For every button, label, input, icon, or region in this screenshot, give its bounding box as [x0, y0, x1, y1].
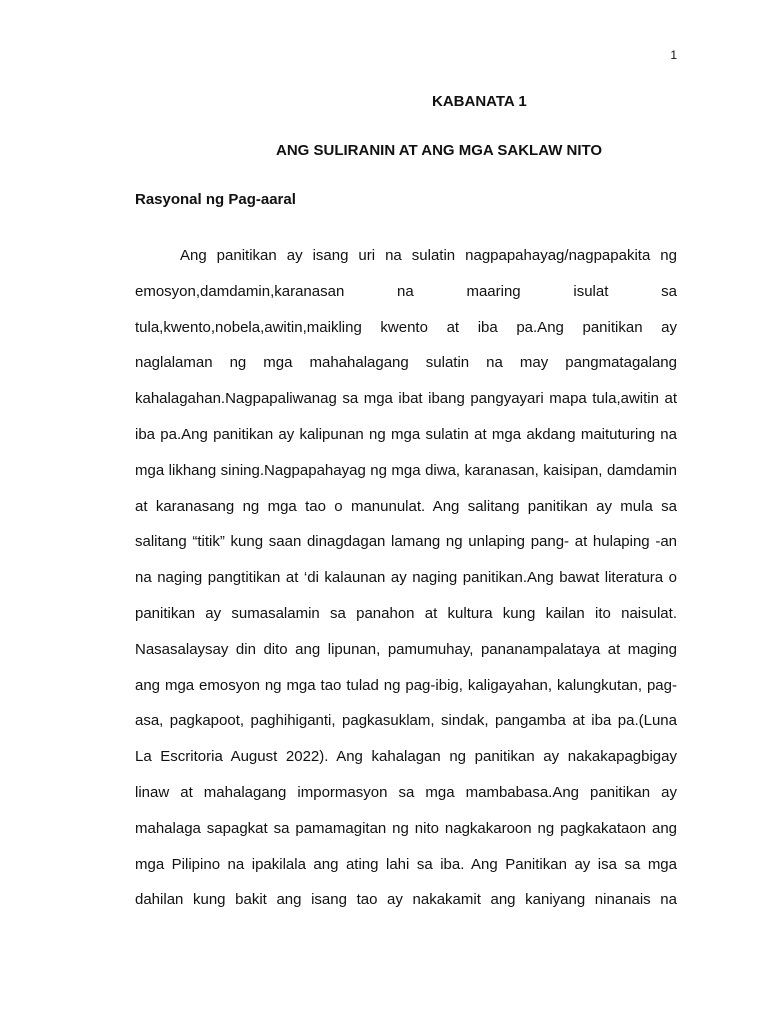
paragraph-line: mga Pilipino na ipakilala ang ating lahi sa iba. Ang Panitikan ay isa sa mga [135, 855, 677, 873]
paragraph-line: panitikan ay sumasalamin sa panahon at kultura kung kailan ito naisulat. [135, 604, 677, 622]
body-paragraph [135, 238, 677, 918]
page-number: 1 [670, 48, 677, 62]
paragraph-line: ang mga emosyon ng mga tao tulad ng pag-ibig, kaligayahan, kalungkutan, pag- [135, 676, 677, 694]
paragraph-line: mahalaga sapagkat sa pamamagitan ng nito nagkakaroon ng pagkakataon ang [135, 819, 677, 837]
paragraph-line: dahilan kung bakit ang isang tao ay nakakamit ang kaniyang ninanais na [135, 891, 677, 909]
paragraph-line: mga likhang sining.Nagpapahayag ng mga diwa, karanasan, kaisipan, damdamin [135, 461, 677, 479]
section-heading: Rasyonal ng Pag-aaral [135, 191, 296, 208]
chapter-heading: KABANATA 1 [432, 93, 527, 110]
paragraph-line: asa, pagkapoot, paghihiganti, pagkasuklam, sindak, pangamba at iba pa.(Luna [135, 712, 677, 730]
paragraph-line: at karanasang ng mga tao o manunulat. Ang salitang panitikan ay mula sa [135, 497, 677, 515]
paragraph-line: Ang panitikan ay isang uri na sulatin nagpapahayag/nagpapakita ng [180, 247, 677, 264]
paragraph-line: Nasasalaysay din dito ang lipunan, pamumuhay, pananampalataya at maging [135, 640, 677, 658]
paragraph-line: linaw at mahalagang impormasyon sa mga mambabasa.Ang panitikan ay [135, 783, 677, 801]
paragraph-line: La Escritoria August 2022). Ang kahalagan ng panitikan ay nakakapagbigay [135, 748, 677, 766]
paragraph-line: kahalagahan.Nagpapaliwanag sa mga ibat ibang pangyayari mapa tula,awitin at [135, 390, 677, 408]
paragraph-line: tula,kwento,nobela,awitin,maikling kwento at iba pa.Ang panitikan ay [135, 318, 677, 336]
paragraph-line: na naging pangtitikan at ‘di kalaunan ay naging panitikan.Ang bawat literatura o [135, 569, 677, 587]
paragraph-line: emosyon,damdamin,karanasan na maaring isulat sa [135, 282, 677, 300]
paragraph-line: iba pa.Ang panitikan ay kalipunan ng mga sulatin at mga akdang maituturing na [135, 425, 677, 443]
paragraph-line: salitang “titik” kung saan dinagdagan lamang ng unlaping pang- at hulaping -an [135, 533, 677, 551]
chapter-title: ANG SULIRANIN AT ANG MGA SAKLAW NITO [276, 142, 603, 159]
paragraph-line: naglalaman ng mga mahahalagang sulatin na may pangmatagalang [135, 354, 677, 372]
